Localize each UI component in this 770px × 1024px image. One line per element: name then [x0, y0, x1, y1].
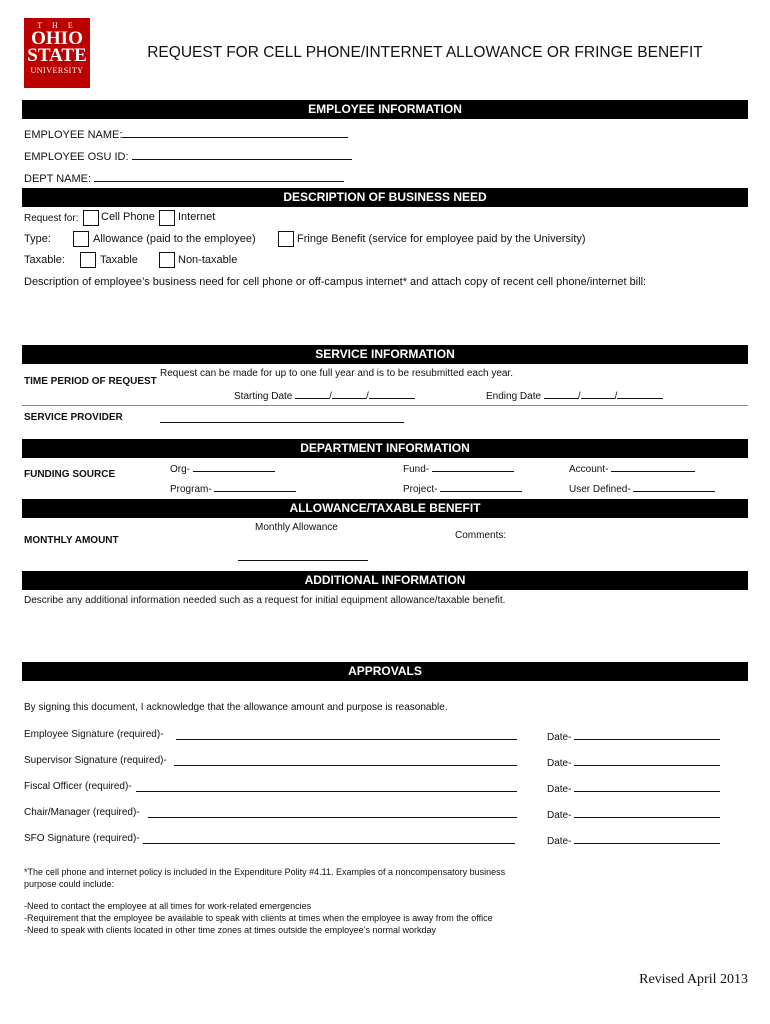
account-label: Account-: [569, 464, 609, 475]
footnote: [24, 866, 505, 936]
starting-date-row: Starting Date / /: [234, 388, 415, 402]
signature-label: Supervisor Signature (required)-: [24, 755, 167, 766]
time-period-label: TIME PERIOD OF REQUEST: [24, 376, 157, 387]
additional-info-header: ADDITIONAL INFORMATION: [22, 571, 748, 590]
fund-field[interactable]: [432, 461, 514, 472]
starting-date-month[interactable]: [295, 388, 329, 399]
signature-row: [24, 833, 140, 844]
ending-date-day[interactable]: [581, 388, 615, 399]
ending-date-row: Ending Date / /: [486, 388, 663, 402]
date-row: [547, 729, 720, 743]
service-info-header: SERVICE INFORMATION: [22, 345, 748, 364]
employee-id-label: EMPLOYEE OSU ID:: [24, 151, 129, 163]
date-row: [547, 833, 720, 847]
signature-label: Fiscal Officer (required)-: [24, 781, 132, 792]
starting-date-label: Starting Date: [234, 391, 293, 402]
additional-info-text: Describe any additional information needed such as a request for initial equipment allowance/taxable benefit.: [24, 595, 506, 606]
date-field[interactable]: [574, 781, 720, 792]
employee-name-field[interactable]: [122, 127, 348, 138]
business-need-description: Description of employee’s business need for cell phone or off-campus internet* and attach copy of recent cell phone/internet bill:: [24, 276, 647, 288]
user-defined-row: [569, 481, 715, 495]
footnote-line: purpose could include:: [24, 879, 115, 889]
department-info-header: DEPARTMENT INFORMATION: [22, 439, 748, 458]
cell-phone-label: Cell Phone: [101, 211, 155, 223]
revised-date: Revised April 2013: [639, 972, 748, 987]
taxable-label: Taxable: [100, 254, 138, 266]
starting-date-year[interactable]: [369, 388, 415, 399]
date-label: Date-: [547, 758, 572, 769]
project-label: Project-: [403, 484, 438, 495]
divider: [22, 405, 748, 406]
ending-date-year[interactable]: [617, 388, 663, 399]
internet-checkbox[interactable]: [159, 210, 175, 226]
project-row: [403, 481, 522, 495]
monthly-amount-label: MONTHLY AMOUNT: [24, 535, 119, 546]
fiscal-officer-signature-field[interactable]: [136, 781, 517, 792]
page-title: REQUEST FOR CELL PHONE/INTERNET ALLOWANCE OR FRINGE BENEFIT: [147, 44, 703, 61]
allowance-label: Allowance (paid to the employee): [93, 233, 256, 245]
date-row: [547, 755, 720, 769]
employee-id-field[interactable]: [132, 149, 352, 160]
org-field[interactable]: [193, 461, 275, 472]
user-defined-field[interactable]: [633, 481, 715, 492]
internet-label: Internet: [178, 211, 216, 223]
signature-row: [24, 807, 140, 818]
sfo-signature-field[interactable]: [143, 833, 515, 844]
logo-university: UNIVERSITY: [30, 66, 84, 75]
ending-date-label: Ending Date: [486, 391, 542, 402]
fringe-benefit-checkbox[interactable]: [278, 231, 294, 247]
footnote-bullet: -Need to contact the employee at all times for work-related emergencies: [24, 901, 312, 911]
cell-phone-checkbox[interactable]: [83, 210, 99, 226]
program-field[interactable]: [214, 481, 296, 492]
program-label: Program-: [170, 484, 212, 495]
date-row: [547, 807, 720, 821]
non-taxable-checkbox[interactable]: [159, 252, 175, 268]
business-need-header: DESCRIPTION OF BUSINESS NEED: [22, 188, 748, 207]
request-for-label: Request for:: [24, 213, 79, 224]
footnote-bullet: -Requirement that the employee be available to speak with clients at times when the employee is away from the office: [24, 913, 493, 923]
allowance-header: ALLOWANCE/TAXABLE BENEFIT: [22, 499, 748, 518]
monthly-allowance-label: Monthly Allowance: [255, 522, 338, 533]
employee-info-header: EMPLOYEE INFORMATION: [22, 100, 748, 119]
logo-the: T H E: [37, 21, 77, 30]
fund-label: Fund-: [403, 464, 430, 475]
signature-row: [24, 755, 167, 766]
signature-label: Chair/Manager (required)-: [24, 807, 140, 818]
approvals-header: APPROVALS: [22, 662, 748, 681]
employee-id-row: [24, 149, 352, 163]
employee-name-row: [24, 127, 348, 141]
osu-logo: [24, 18, 90, 88]
comments-label: Comments:: [455, 530, 507, 541]
date-label: Date-: [547, 836, 572, 847]
monthly-allowance-field[interactable]: [238, 550, 368, 561]
time-period-note: Request can be made for up to one full year and is to be resubmitted each year.: [160, 368, 513, 379]
supervisor-signature-field[interactable]: [174, 755, 517, 766]
date-field[interactable]: [574, 807, 720, 818]
service-provider-field[interactable]: [160, 412, 404, 423]
signature-row: [24, 729, 164, 740]
org-row: [170, 461, 275, 475]
project-field[interactable]: [440, 481, 522, 492]
dept-name-label: DEPT NAME:: [24, 173, 92, 185]
allowance-checkbox[interactable]: [73, 231, 89, 247]
logo-ohio: OHIO: [31, 28, 83, 49]
type-label: Type:: [24, 233, 51, 245]
taxable-row-label: Taxable:: [24, 254, 65, 266]
starting-date-day[interactable]: [332, 388, 366, 399]
user-defined-label: User Defined-: [569, 484, 631, 495]
employee-name-label: EMPLOYEE NAME:: [24, 129, 123, 141]
date-row: [547, 781, 720, 795]
signature-label: SFO Signature (required)-: [24, 833, 140, 844]
employee-signature-field[interactable]: [176, 729, 517, 740]
program-row: [170, 481, 296, 495]
chair-manager-signature-field[interactable]: [148, 807, 517, 818]
funding-source-label: FUNDING SOURCE: [24, 469, 116, 480]
taxable-checkbox[interactable]: [80, 252, 96, 268]
signature-row: [24, 781, 132, 792]
approval-statement: By signing this document, I acknowledge that the allowance amount and purpose is reasonable.: [24, 702, 448, 713]
date-field[interactable]: [574, 729, 720, 740]
dept-name-row: [24, 171, 344, 185]
date-field[interactable]: [574, 833, 720, 844]
date-label: Date-: [547, 732, 572, 743]
date-label: Date-: [547, 784, 572, 795]
logo-state: STATE: [27, 45, 87, 66]
account-field[interactable]: [611, 461, 695, 472]
org-label: Org-: [170, 464, 190, 475]
date-field[interactable]: [574, 755, 720, 766]
date-label: Date-: [547, 810, 572, 821]
fund-row: [403, 461, 514, 475]
fringe-benefit-label: Fringe Benefit (service for employee paid by the University): [297, 233, 586, 245]
dept-name-field[interactable]: [94, 171, 344, 182]
service-provider-label: SERVICE PROVIDER: [24, 412, 123, 423]
ending-date-month[interactable]: [544, 388, 578, 399]
signature-label: Employee Signature (required)-: [24, 729, 164, 740]
footnote-bullet: -Need to speak with clients located in other time zones at times outside the employee’s normal workday: [24, 925, 437, 935]
non-taxable-label: Non-taxable: [178, 254, 238, 266]
footnote-line: *The cell phone and internet policy is included in the Expenditure Polity #4.11. Examples of a noncompensatory business: [24, 867, 506, 877]
account-row: [569, 461, 695, 475]
